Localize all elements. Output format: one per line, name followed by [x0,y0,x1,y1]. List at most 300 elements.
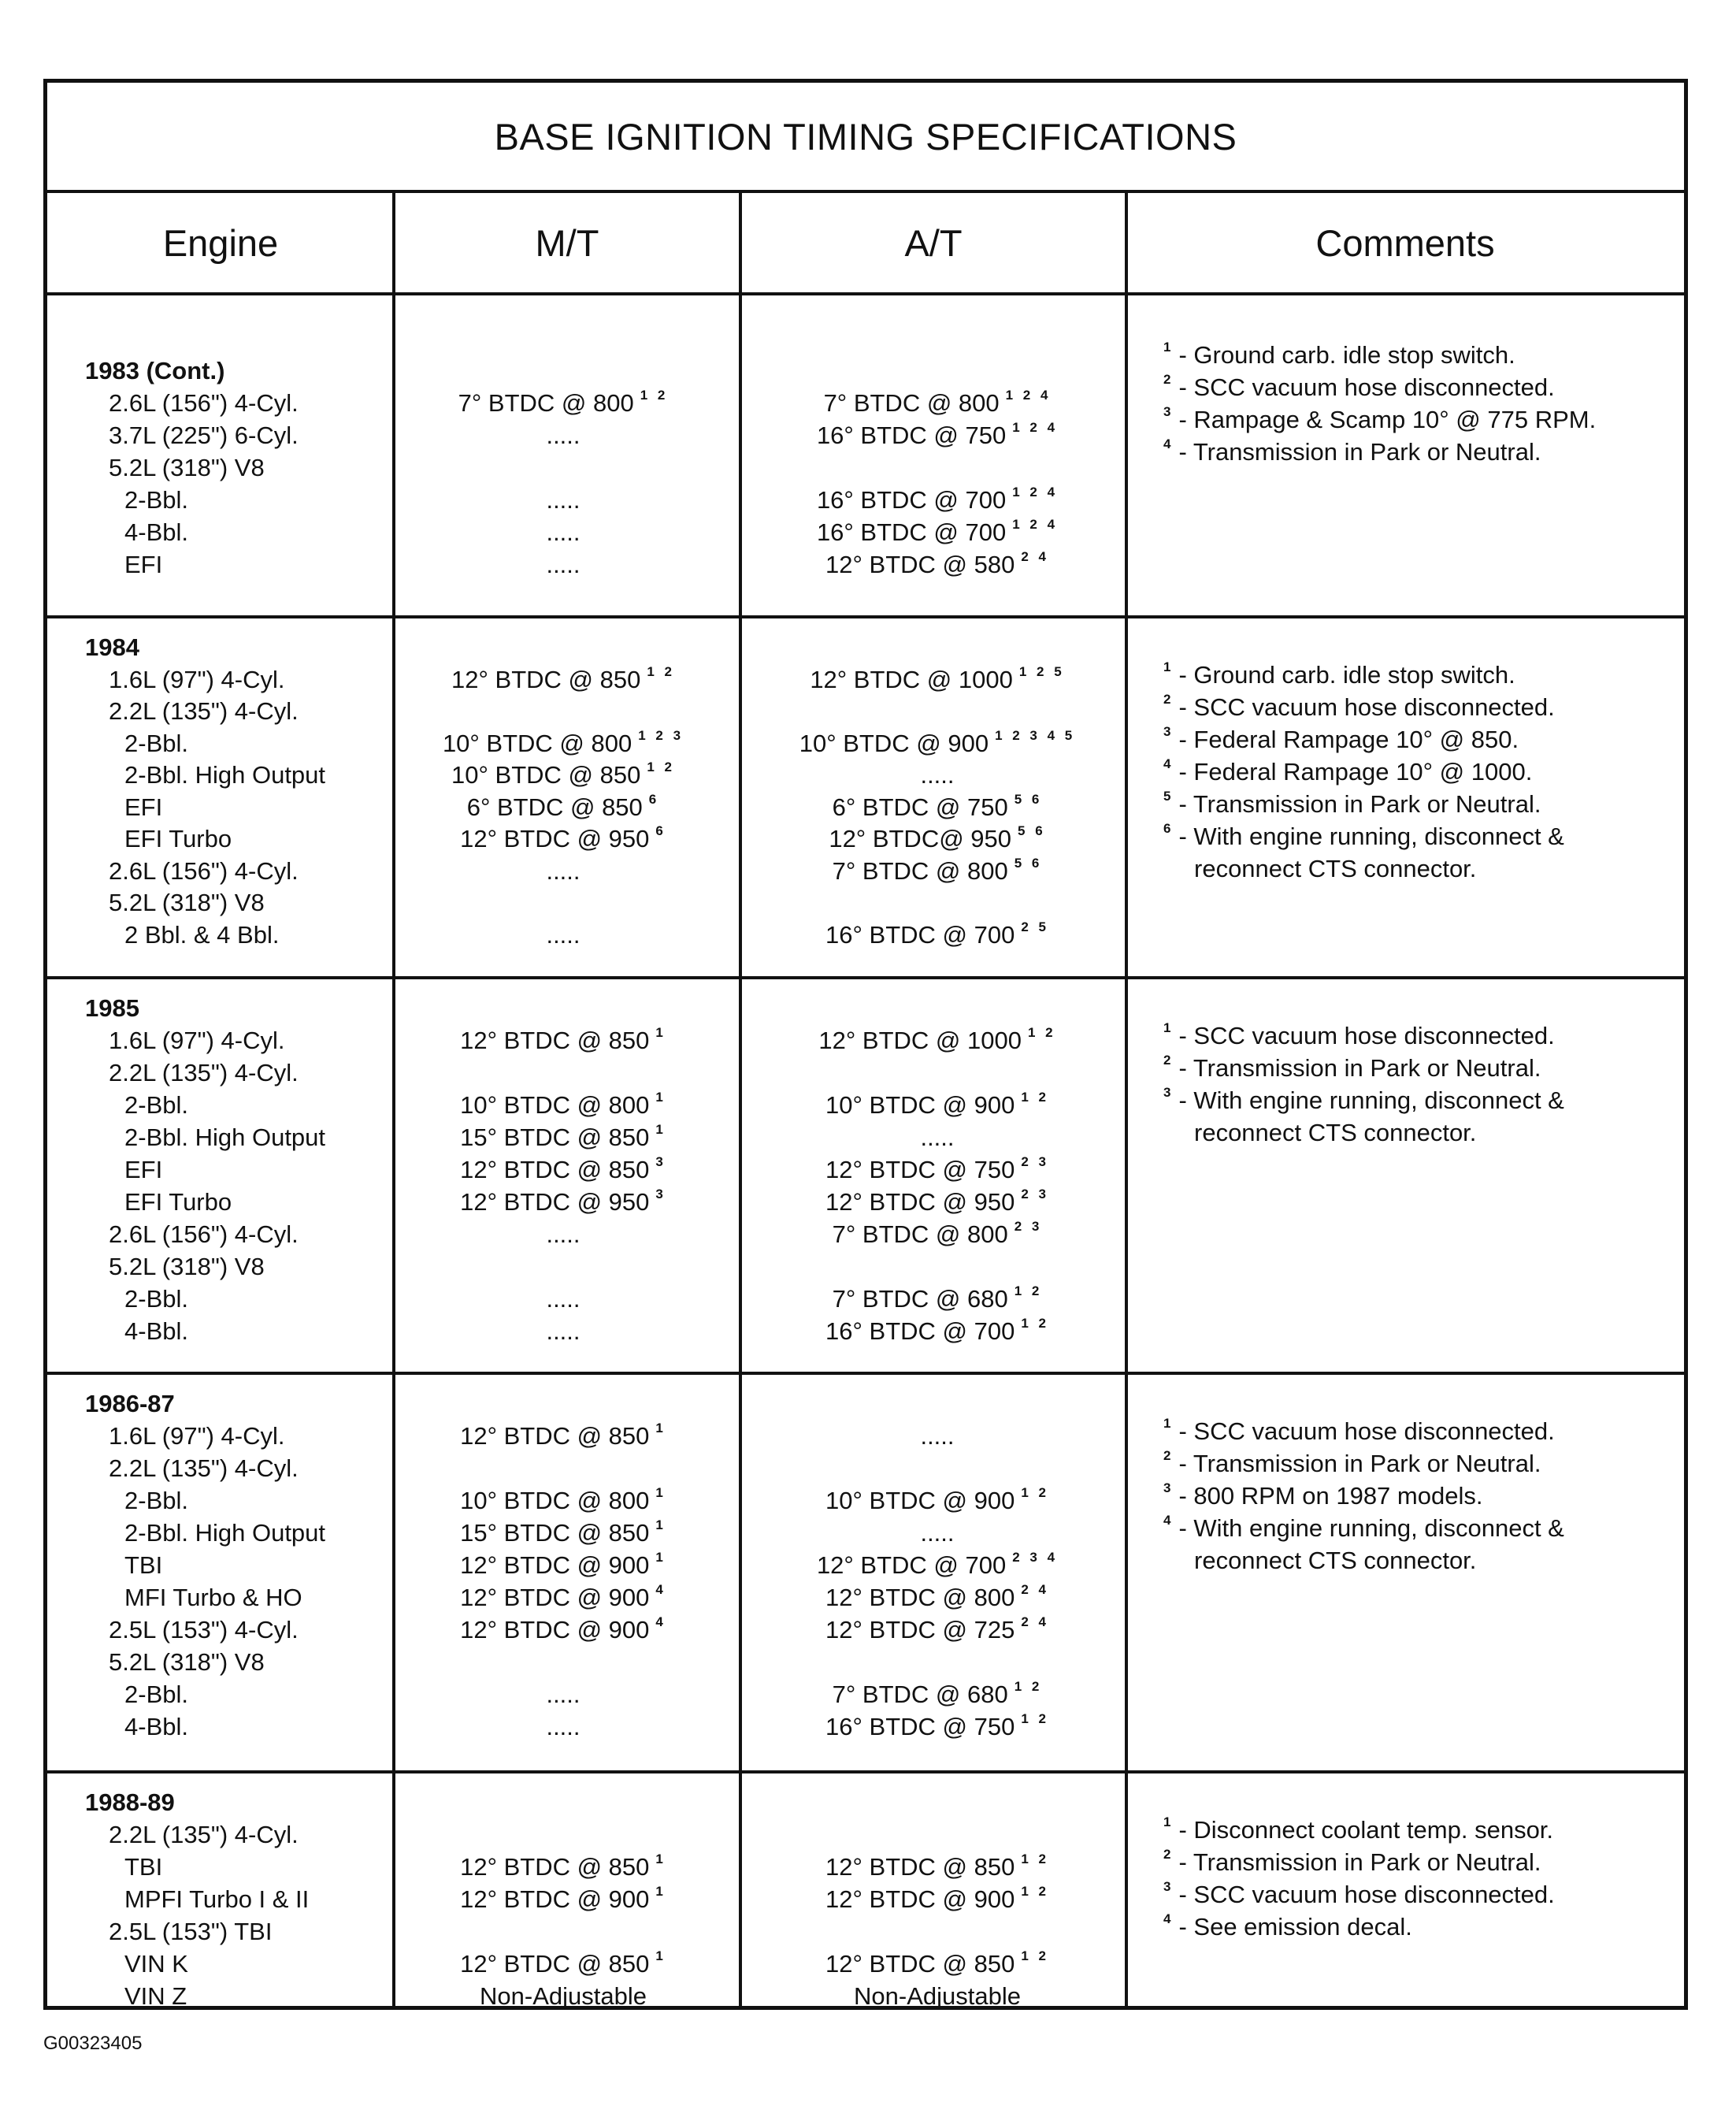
footnote-ref: 4 [655,1582,666,1597]
year-section [47,295,1684,618]
at-timing [744,1485,1130,1514]
engine-label [124,1714,188,1739]
mt-timing [394,1550,733,1579]
mt-timing-text: 12° BTDC @ 950 [460,825,650,852]
mt-timing-text: ..... [546,856,581,885]
year-section [47,618,1684,979]
engine-label-text: 2-Bbl. [124,486,188,514]
footnote-ref: 4 [1163,756,1171,771]
footnote-ref: 4 [655,1614,666,1629]
at-timing [744,1025,1130,1054]
mt-timing [394,727,733,757]
comment-line-text: - SCC vacuum hose disconnected. [1178,1022,1555,1049]
engine-label [109,1650,265,1674]
mt-timing-text: ..... [546,486,581,514]
mt-timing [394,1517,733,1547]
comment-line-text: - Ground carb. idle stop switch. [1178,661,1515,689]
footnote-ref: 1 2 [647,663,675,679]
footnote-ref: 4 [1163,436,1171,451]
engine-label-text: 2.2L (135") 4-Cyl. [109,1059,299,1086]
header-at: A/T [904,221,963,264]
at-timing-text: Non-Adjustable [854,1982,1021,2010]
mt-timing-text: 15° BTDC @ 850 [460,1123,650,1151]
comment-line-text: - SCC vacuum hose disconnected. [1178,1881,1555,1908]
comment-line-text: - Transmission in Park or Neutral. [1178,1450,1541,1477]
engine-label-text: 2-Bbl. [124,729,188,757]
comment-line [1163,1020,1555,1049]
comment-line [1163,1416,1555,1445]
engine-label [109,1456,299,1480]
footnote-ref: 3 [655,1187,666,1201]
footnote-ref: 3 [1163,1480,1171,1495]
footnote-ref: 4 [1163,1911,1171,1926]
at-timing [744,1283,1130,1313]
year-section [47,1773,1684,2010]
at-timing [744,1948,1130,1978]
year-label-text: 1986-87 [85,1390,175,1417]
at-timing-text: 12° BTDC @ 580 [825,551,1015,578]
comment-line-text: - Transmission in Park or Neutral. [1178,438,1541,466]
mt-timing [394,488,733,512]
at-timing [744,919,1130,949]
engine-label [109,391,299,415]
footnote-ref: 4 [1163,1513,1171,1528]
footnote-ref: 3 [1163,1879,1171,1894]
mt-timing-text: 10° BTDC @ 800 [460,1091,650,1119]
at-timing [744,663,1130,693]
comment-line-text: - Transmission in Park or Neutral. [1178,790,1541,818]
at-timing-text: 12° BTDC@ 950 [829,825,1012,852]
engine-label [109,1919,272,1944]
at-timing [744,1884,1130,1913]
at-timing-text: 10° BTDC @ 900 [825,1091,1015,1119]
at-timing [744,1424,1130,1448]
footnote-ref: 1 2 4 [1012,420,1059,435]
engine-label [124,1125,325,1149]
comment-line-text: - Disconnect coolant temp. sensor. [1178,1816,1554,1844]
year-label-text: 1983 (Cont.) [85,357,225,384]
at-timing [744,517,1130,546]
at-timing-text: 7° BTDC @ 800 [832,1220,1008,1248]
mt-timing-text: 6° BTDC @ 850 [466,793,643,821]
comment-line [1163,659,1515,689]
engine-label [124,520,188,544]
mt-timing-text: ..... [546,1681,581,1708]
mt-timing [394,1222,733,1246]
comment-line [1163,1879,1555,1908]
engine-label [124,763,325,787]
footnote-ref: 2 4 [1021,1582,1049,1597]
at-timing-text: 12° BTDC @ 950 [825,1188,1015,1216]
at-timing [744,1679,1130,1708]
comment-line [1163,404,1597,433]
engine-label [109,856,299,885]
footnote-ref: 1 2 [1021,1090,1049,1105]
mt-timing [394,1614,733,1643]
engine-label-text: TBI [124,1853,163,1881]
at-timing [744,1711,1130,1740]
footnote-ref: 1 2 [1021,1884,1049,1899]
comment-line [1194,856,1476,881]
engine-label-text: EFI [124,551,163,578]
footnote-ref: 6 [1163,821,1171,836]
engine-label-text: 1.6L (97") 4-Cyl. [109,1027,285,1054]
mt-timing [394,1187,733,1216]
footnote-ref: 2 3 4 [1012,1550,1059,1565]
engine-label-text: 1.6L (97") 4-Cyl. [109,665,285,693]
comment-line [1163,340,1515,369]
mt-timing [394,1287,733,1311]
engine-label [124,1952,188,1976]
mt-timing-text: 12° BTDC @ 950 [460,1188,650,1216]
at-timing [744,420,1130,449]
header-engine: Engine [162,221,279,264]
mt-timing [394,423,733,448]
mt-timing-text: 10° BTDC @ 800 [442,729,632,757]
footnote-ref: 1 2 [640,388,669,403]
engine-label-text: 2-Bbl. High Output [124,761,326,789]
engine-label-text: 2 Bbl. & 4 Bbl. [124,920,280,949]
engine-label-text: 2-Bbl. [124,1487,188,1514]
at-timing-text: ..... [920,1422,955,1450]
footnote-ref: 1 2 4 [1012,517,1059,532]
footnote-ref: 3 [1163,1085,1171,1100]
engine-label-text: 2.6L (156") 4-Cyl. [109,856,299,885]
mt-timing-text: ..... [546,422,581,449]
comment-line [1163,1085,1564,1114]
mt-timing [394,1154,733,1183]
comment-line [1163,1814,1554,1844]
footnote-ref: 1 2 4 [1012,485,1059,500]
engine-label [124,1287,188,1311]
mt-timing [394,520,733,544]
at-timing [744,549,1130,578]
at-timing-text: 10° BTDC @ 900 [799,729,989,757]
mt-timing [394,1714,733,1739]
footnote-ref: 1 [1163,1814,1171,1829]
footnote-ref: 6 [655,823,666,838]
footnote-ref: 1 [655,1851,666,1866]
at-timing-text: 12° BTDC @ 850 [825,1950,1015,1978]
footnote-ref: 1 [655,1421,666,1435]
at-timing-text: 16° BTDC @ 750 [816,422,1007,449]
footnote-ref: 5 6 [1018,823,1046,838]
at-timing [744,1090,1130,1119]
at-timing-text: 16° BTDC @ 700 [816,486,1007,514]
footnote-ref: 5 6 [1014,855,1043,871]
comment-line-text: - Transmission in Park or Neutral. [1178,1054,1541,1082]
at-timing [744,1154,1130,1183]
at-timing-text: 7° BTDC @ 680 [832,1681,1008,1708]
comment-line [1163,372,1555,401]
engine-label [124,731,188,756]
comment-line-text: - Federal Rampage 10° @ 850. [1178,726,1519,753]
engine-label-text: EFI [124,793,163,821]
engine-label-text: 5.2L (318") V8 [109,889,265,916]
at-timing-text: ..... [920,1519,955,1547]
spec-table [43,79,1688,2010]
comment-line-text: - See emission decal. [1178,1913,1412,1941]
footnote-ref: 1 2 [1014,1679,1043,1694]
mt-timing-text: 15° BTDC @ 850 [460,1519,650,1547]
footnote-ref: 1 [1163,1020,1171,1035]
mt-timing-text: 12° BTDC @ 850 [460,1950,650,1978]
footnote-ref: 3 [655,1154,666,1169]
mt-timing-text: ..... [546,1220,581,1248]
comment-line [1163,756,1533,786]
engine-label [109,890,265,915]
footnote-ref: 2 5 [1021,919,1049,934]
engine-label-text: VIN Z [124,1982,187,2010]
footnote-ref: 2 [1163,1847,1171,1862]
engine-label-text: 2-Bbl. [124,1681,188,1708]
mt-timing [394,663,733,693]
engine-label [109,455,265,480]
at-timing [744,727,1130,757]
engine-label-text: MPFI Turbo I & II [124,1885,310,1913]
footnote-ref: 2 4 [1021,549,1049,564]
engine-label-text: 4-Bbl. [124,1317,188,1345]
engine-label [109,1254,265,1279]
year-label-text: 1985 [85,994,139,1022]
footnote-ref: 6 [648,791,660,807]
year-label-text: 1988-89 [85,1788,175,1816]
engine-label-text: 2.2L (135") 4-Cyl. [109,1821,299,1848]
at-timing-text: 7° BTDC @ 800 [823,389,1000,417]
engine-label [124,1190,232,1214]
comment-line-text: - SCC vacuum hose disconnected. [1178,693,1555,721]
engine-label [124,1984,187,2008]
footnote-ref: 1 2 [1021,1316,1049,1331]
mt-timing [394,1948,733,1978]
at-timing-text: 12° BTDC @ 750 [825,1156,1015,1183]
comment-line [1163,1847,1541,1876]
comment-line [1163,821,1564,850]
mt-timing-text: ..... [546,518,581,546]
comment-line [1163,1513,1564,1542]
at-timing [744,485,1130,514]
footnote-ref: 3 [1163,404,1171,419]
at-timing [744,1125,1130,1149]
comment-line [1163,1448,1541,1477]
engine-label [109,423,299,448]
footnote-ref: 2 [1163,1448,1171,1463]
year-label [85,996,139,1020]
mt-timing-text: ..... [546,1285,581,1313]
at-timing [744,1219,1130,1248]
at-timing-text: 12° BTDC @ 800 [825,1584,1015,1611]
footnote-ref: 1 2 3 4 5 [995,727,1076,743]
footnote-ref: 1 2 [1021,1485,1049,1500]
year-label [85,1790,175,1814]
at-timing [744,1521,1130,1545]
mt-timing [394,1682,733,1707]
engine-label-text: 2.5L (153") 4-Cyl. [109,1616,299,1643]
figure-code: G00323405 [43,2033,143,2054]
mt-timing [394,856,733,885]
comment-line [1163,1911,1412,1941]
at-timing-text: 12° BTDC @ 700 [816,1551,1007,1579]
mt-timing-text: 12° BTDC @ 850 [460,1853,650,1881]
comment-line-text: - Transmission in Park or Neutral. [1178,1848,1541,1876]
at-timing-text: 12° BTDC @ 900 [825,1885,1015,1913]
footnote-ref: 5 [1163,789,1171,804]
mt-timing-text: 12° BTDC @ 850 [460,1422,650,1450]
footnote-ref: 1 2 [1021,1948,1049,1963]
footnote-ref: 1 [1163,1416,1171,1431]
at-timing-text: 16° BTDC @ 700 [825,1317,1015,1345]
footnote-ref: 1 [655,1025,666,1040]
comment-line [1163,789,1541,818]
comment-line-text: - Ground carb. idle stop switch. [1178,341,1515,369]
footnote-ref: 2 [1163,372,1171,387]
at-timing [744,1582,1130,1611]
comment-line [1163,1480,1483,1510]
comment-line [1194,1120,1476,1145]
mt-timing [394,552,733,577]
at-timing [744,388,1130,417]
engine-label-text: TBI [124,1551,163,1579]
at-timing-text: 12° BTDC @ 850 [825,1853,1015,1881]
mt-timing-text: ..... [546,551,581,578]
at-timing [744,823,1130,852]
mt-timing-text: 10° BTDC @ 800 [460,1487,650,1514]
table-title: BASE IGNITION TIMING SPECIFICATIONS [47,83,1684,193]
at-timing-text: 12° BTDC @ 1000 [810,665,1013,693]
footnote-ref: 1 2 [1021,1711,1049,1726]
mt-timing-text: 10° BTDC @ 850 [451,761,641,789]
footnote-ref: 2 3 [1021,1187,1049,1201]
footnote-ref: 5 6 [1014,791,1043,807]
at-timing [744,1614,1130,1643]
at-timing [744,1851,1130,1881]
at-timing [744,763,1130,787]
comment-line-text: - SCC vacuum hose disconnected. [1178,373,1555,401]
footnote-ref: 1 [1163,659,1171,674]
mt-timing-text: 7° BTDC @ 800 [458,389,634,417]
footnote-ref: 1 [655,1122,666,1137]
at-timing-text: 16° BTDC @ 750 [825,1713,1015,1740]
engine-label [109,667,285,692]
engine-label-text: EFI [124,1156,163,1183]
footnote-ref: 1 [655,1485,666,1500]
mt-timing-text: 12° BTDC @ 900 [460,1551,650,1579]
comment-line-text: - Rampage & Scamp 10° @ 775 RPM. [1178,406,1597,433]
engine-label [109,1222,299,1246]
engine-label [109,1617,299,1642]
mt-timing [394,1025,733,1054]
footnote-ref: 1 [655,1884,666,1899]
mt-timing-text: ..... [546,1317,581,1345]
engine-label [109,1028,285,1053]
footnote-ref: 1 2 [1014,1283,1043,1298]
mt-timing-text: 12° BTDC @ 900 [460,1885,650,1913]
footnote-ref: 1 [655,1948,666,1963]
footnote-ref: 1 2 [647,760,675,774]
footnote-ref: 1 2 4 [1005,388,1052,403]
comment-line [1163,436,1541,466]
mt-timing [394,1984,733,2008]
comment-line-text: - SCC vacuum hose disconnected. [1178,1417,1555,1445]
engine-label-text: 4-Bbl. [124,518,188,546]
mt-timing-text: ..... [546,1713,581,1740]
year-label-text: 1984 [85,633,139,661]
footnote-ref: 2 3 [1021,1154,1049,1169]
mt-timing [394,388,733,417]
at-timing-text: 16° BTDC @ 700 [816,518,1007,546]
engine-label-text: 2.6L (156") 4-Cyl. [109,1220,299,1248]
footnote-ref: 1 [655,1517,666,1532]
at-timing [744,855,1130,885]
at-timing-text: ..... [920,761,955,789]
mt-timing [394,1421,733,1450]
year-section [47,1375,1684,1773]
mt-timing [394,760,733,789]
footnote-ref: 1 [1163,340,1171,355]
comment-line-text: - With engine running, disconnect & [1178,1514,1564,1542]
at-timing-text: 10° BTDC @ 900 [825,1487,1015,1514]
engine-label-text: EFI Turbo [124,1188,232,1216]
comment-line-text: - Federal Rampage 10° @ 1000. [1178,758,1533,786]
engine-label-text: 5.2L (318") V8 [109,454,265,481]
engine-label [109,1424,285,1448]
engine-label [124,1887,309,1911]
engine-label-text: 5.2L (318") V8 [109,1253,265,1280]
header-mt: M/T [535,221,599,264]
mt-timing-text: Non-Adjustable [480,1982,647,2010]
engine-label-text: 4-Bbl. [124,1713,188,1740]
footnote-ref: 2 [1163,692,1171,707]
footnote-ref: 1 [655,1090,666,1105]
comment-line-text: reconnect CTS connector. [1194,855,1477,882]
engine-label-text: 2.2L (135") 4-Cyl. [109,697,299,725]
engine-label-text: 2-Bbl. High Output [124,1123,326,1151]
engine-label-text: 2.5L (153") TBI [109,1918,273,1945]
at-timing-text: 12° BTDC @ 725 [825,1616,1015,1643]
footnote-ref: 1 2 [1021,1851,1049,1866]
mt-timing [394,1122,733,1151]
engine-label [124,488,188,512]
mt-timing-text: ..... [546,920,581,949]
engine-label-text: 2.6L (156") 4-Cyl. [109,389,299,417]
footnote-ref: 2 [1163,1053,1171,1068]
engine-label-text: 2-Bbl. [124,1285,188,1313]
mt-timing-text: 12° BTDC @ 850 [460,1027,650,1054]
mt-timing [394,1884,733,1913]
engine-label [124,1093,188,1117]
mt-timing [394,1090,733,1119]
at-timing-text: 7° BTDC @ 680 [832,1285,1008,1313]
engine-label [124,1553,162,1577]
footnote-ref: 1 2 5 [1018,663,1065,679]
at-timing-text: 6° BTDC @ 750 [832,793,1008,821]
at-timing-text: ..... [920,1123,955,1151]
engine-label [124,795,162,819]
engine-label [109,699,299,723]
footnote-ref: 1 2 [1027,1025,1056,1040]
footnote-ref: 2 4 [1021,1614,1049,1629]
at-timing [744,791,1130,821]
engine-label-text: MFI Turbo & HO [124,1584,302,1611]
engine-label-text: 3.7L (225") 6-Cyl. [109,422,299,449]
comment-line-text: - 800 RPM on 1987 models. [1178,1482,1483,1510]
comment-line [1163,1053,1541,1082]
engine-label [124,1319,188,1343]
engine-label [124,1521,325,1545]
comment-line [1163,692,1555,721]
header-row [47,193,1684,295]
at-timing [744,1187,1130,1216]
